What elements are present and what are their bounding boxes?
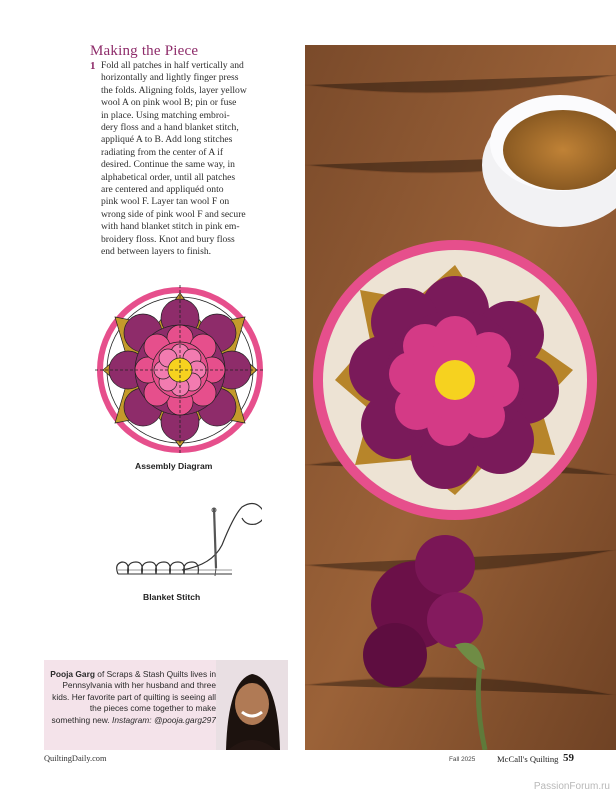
bio-instagram: Instagram: @pooja.garg297 xyxy=(112,714,216,725)
blanket-stitch-caption: Blanket Stitch xyxy=(143,592,201,602)
instruction-step xyxy=(90,60,290,259)
designer-portrait xyxy=(216,660,288,750)
step-number: 1 xyxy=(90,60,96,72)
page-number: 59 xyxy=(563,752,574,764)
footer-issue: Fall 2025 xyxy=(449,756,476,763)
bio-line1: of Scraps & Stash Quilts xyxy=(94,669,189,679)
bio-body: lives in Pennsylvania with her husband and three kids. Her favorite part of quilting is seeing all the pieces come together to make something new. xyxy=(51,669,216,725)
footer-magazine: McCall's Quilting xyxy=(497,754,559,764)
footer-site: QuiltingDaily.com xyxy=(44,754,107,763)
project-photo xyxy=(305,45,616,750)
designer-name: Pooja Garg xyxy=(50,669,95,679)
blanket-stitch-illustration xyxy=(112,498,262,593)
assembly-diagram xyxy=(95,285,265,455)
watermark: PassionForum.ru xyxy=(533,781,610,792)
step-text: Fold all patches in half vertically and horizontally and lightly finger press the folds. Aligning folds, layer yellow wool A on pink wool B; pin or fuse in place. Using matching embroi- dery floss and a hand blanket stitch, appliqué A to B. Add long stitches radiating from the center of A if desired. Continue the same way, in alphabetical order, until all patches are centered and appliquéd onto pink wool F. Layer tan wool F on wrong side of pink wool F and secure with hand blanket stitch in pink em- broidery floss. Knot and bury floss end between layers to finish. xyxy=(101,60,247,258)
bio-text xyxy=(50,669,216,726)
section-heading: Making the Piece xyxy=(90,43,199,59)
designer-bio xyxy=(44,660,288,750)
assembly-caption: Assembly Diagram xyxy=(135,461,213,471)
penny-mat xyxy=(313,240,597,520)
